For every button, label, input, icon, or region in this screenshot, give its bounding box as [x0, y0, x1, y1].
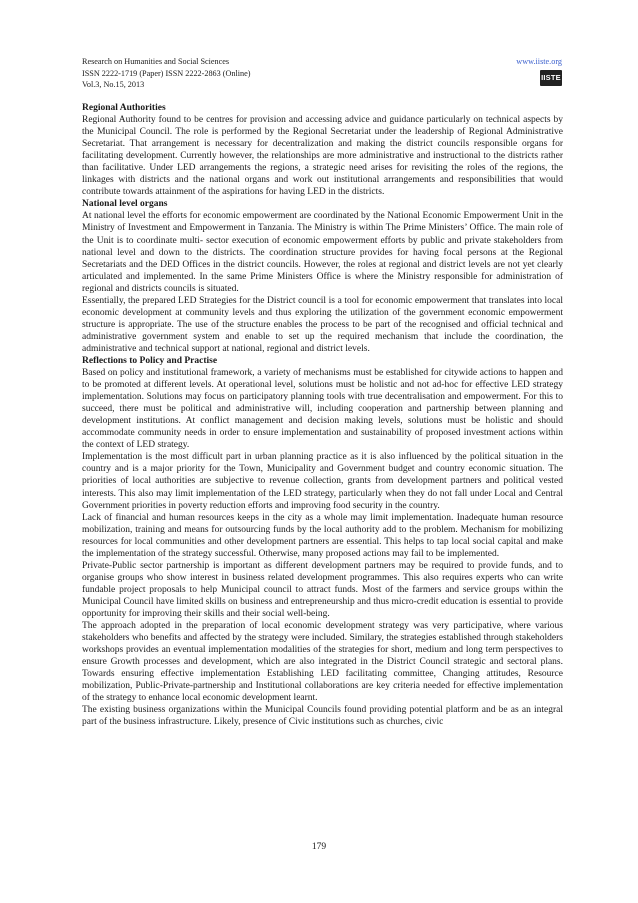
paragraph: The approach adopted in the preparation of local economic development strategy was very participative, where various stakeholders who benefits and affected by the strategy were included. Similary, the strategies established through stakeholders workshops provides an eventual implementation modalities of the strategies for short, medium and long term perspectives to ensure Growth processes and development, which are also integrated in the District Council strategic and sectoral plans. Towards ensuring effective implementation Establishing LED facilitating committee, Changing attitudes, Resource mobilization, Public-Private-partnership and Institutional collaborations are key criteria needed for effective implementation of the strategy to enhance local economic development learnt.	[82, 621, 563, 704]
paragraph: Implementation is the most difficult part in urban planning practice as it is also influenced by the political situation in the country and is a major priority for the Town, Municipality and Government budget and country economic situation. The priorities of local authorities are subjective to revenue collection, grants from development partners and political vested interests. This also may limit implementation of the LED strategy, particularly when they do not fall under Local and Central Government priorities in poverty reduction efforts and improving food security in the country.	[82, 452, 563, 511]
section-heading-national-level-organs: National level organs	[82, 199, 168, 210]
page-header	[82, 56, 562, 96]
journal-info	[82, 56, 251, 91]
iiste-logo: IISTE	[540, 70, 562, 86]
journal-title: Research on Humanities and Social Sciences	[82, 57, 230, 66]
paragraph: Regional Authority found to be centres for provision and accessing advice and guidance particularly on technical aspects by the Municipal Council. The role is performed by the Regional Secretariat under the leadership of Regional Administrative Secretariat. That arrangement is necessary for decentralization and making the district councils responsible organs for facilitating development. Currently however, the relationships are more administrative and instructional to the districts rather than facilitative. Under LED arrangements the regions, a strategic need arises for revisiting the roles of the regions, the linkages with districts and the national organs and work out institutional arrangements and responsibilities that would contribute towards attainment of the aspirations for having LED in the districts.	[82, 115, 563, 198]
paragraph: Based on policy and institutional framework, a variety of mechanisms must be established for citywide actions to happen and to be promoted at different levels. At operational level, solutions must be holistic and not ad-hoc for effective LED strategy implementation. Solutions may focus on participatory planning tools with true decentralisation and empowerment. For this to succeed, there must be political and administrative will, including cooperation and partnership between planning and development institutions. At conflict management and decision making levels, solutions must be holistic and should accommodate community needs in order to ensure implementation and sustainability of proposed investment actions within the context of LED strategy.	[82, 368, 563, 451]
page-number: 179	[311, 842, 327, 852]
paragraph: Essentially, the prepared LED Strategies for the District council is a tool for economic empowerment that translates into local economic development at community levels and thus exploring the utilization of the government economic empowerment structure is appropriate. The use of the structure enables the process to be part of the recognised and official technical and administrative government system and enable to set up the required mechanism that include the coordination, the administrative and technical support at national, regional and district levels.	[82, 295, 563, 354]
journal-issn: ISSN 2222-1719 (Paper) ISSN 2222-2863 (Online)	[82, 68, 251, 78]
journal-volume: Vol.3, No.15, 2013	[82, 80, 145, 89]
section-heading-reflections: Reflections to Policy and Practise	[82, 355, 218, 366]
paragraph: Lack of financial and human resources keeps in the city as a whole may limit implementation. Inadequate human resource mobilization, training and means for outsourcing funds by the local authority add to the problem. Mechanism for mobilizing resources for local communities and other development partners are essential. This helps to tap local social capital and make the implementation of the strategy successful. Otherwise, many proposed actions may fail to be implemented.	[82, 512, 563, 559]
article-body	[82, 102, 563, 728]
paragraph: The existing business organizations within the Municipal Councils found providing potential platform and be as an integral part of the business infrastructure. Likely, presence of Civic institutions such as churches, civic	[82, 705, 563, 728]
paragraph: Private-Public sector partnership is important as different development partners may be required to provide funds, and to organise groups who show interest in business related development programmes. This also requires experts who can write fundable project proposals to help Municipal council to attract funds. Most of the farmers and service groups within the Municipal Council have limited skills on business and entrepreneurship and thus micro-credit education is essential to provide opportunity for improving their skills and their social well-being.	[82, 560, 563, 619]
paragraph: At national level the efforts for economic empowerment are coordinated by the National Economic Empowerment Unit in the Ministry of Investment and Empowerment in Tanzania. The Ministry is within The Prime Ministers’ Office. The main role of the Unit is to coordinate multi- sector execution of economic empowerment efforts by public and private stakeholders from national level and down to the districts. The coordination structure provides for having focal persons at the Regional Secretariats and the DED Offices in the district councils. However, the roles at regional and district levels are not yet clearly articulated and implemented. In the same Prime Ministers Office is where the Ministry responsible for administration of regional and districts councils is situated.	[82, 211, 563, 294]
journal-url-link[interactable]: www.iiste.org	[516, 57, 562, 66]
section-heading-regional-authorities: Regional Authorities	[82, 103, 166, 113]
